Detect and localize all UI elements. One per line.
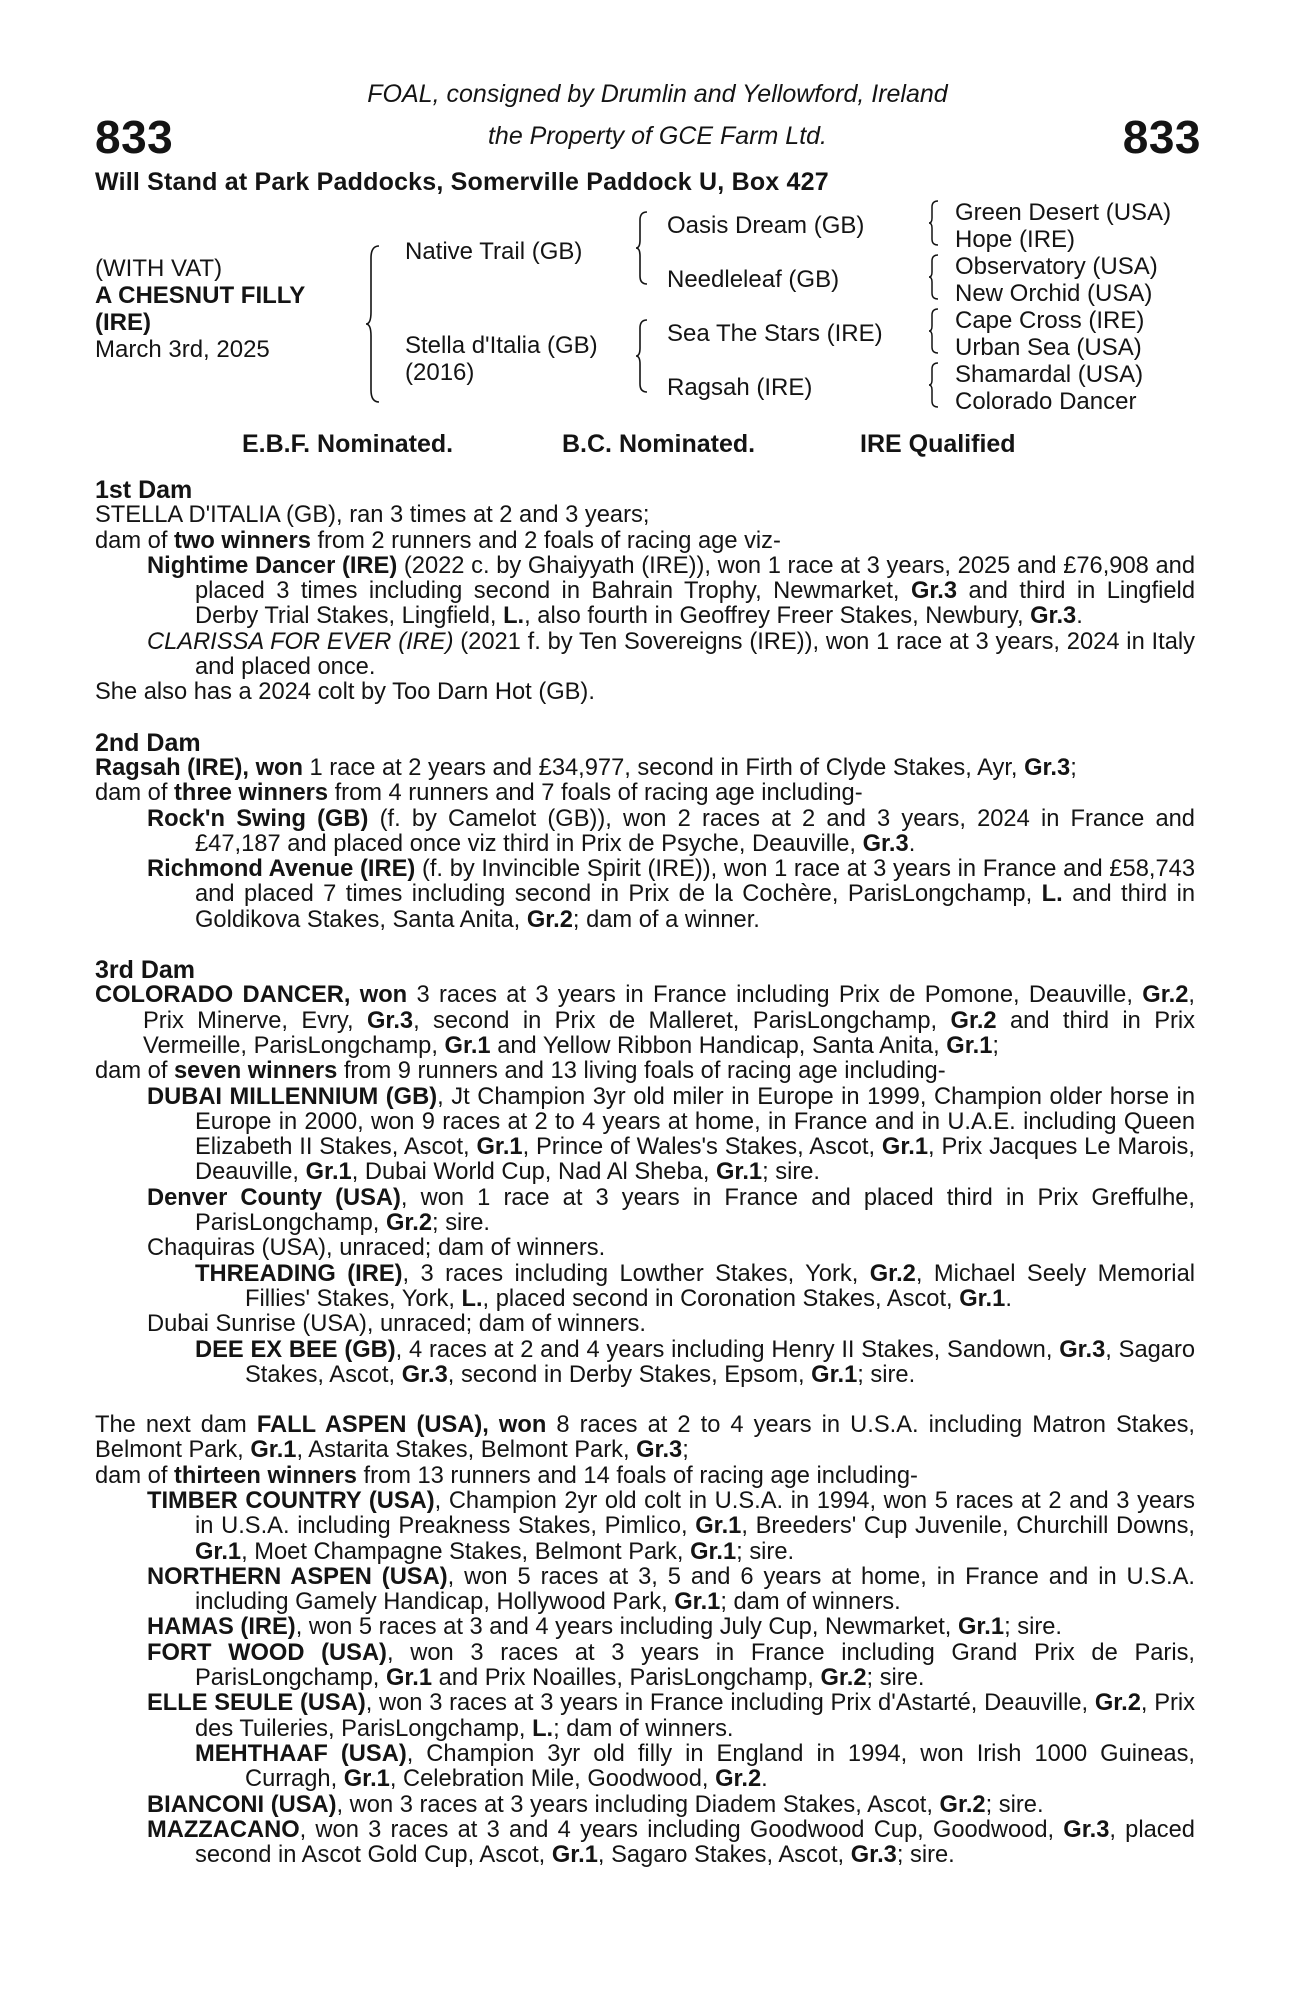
third-dam-offspring-1: DUBAI MILLENNIUM (GB), Jt Champion 3yr old miler in Europe in 1999, Champion older horse in Europe in 2000, won 9 races at 2 to 4 years at home, in France and in U.A.E. including Queen Elizabeth II Stakes, Ascot, Gr.1, Prince of Wales's Stakes, Ascot, Gr.1, Prix Jacques Le Marois, Deauville, Gr.1, Dubai World Cup, Nad Al Sheba, Gr.1; sire. <box>147 1083 1195 1186</box>
first-dam-record: STELLA D'ITALIA (GB), ran 3 times at 2 and 3 years; <box>95 502 650 529</box>
second-dam-record: Ragsah (IRE), won 1 race at 2 years and £34,977, second in Firth of Clyde Stakes, Ayr, Gr.3; <box>95 754 1077 781</box>
pedigree-sss: Green Desert (USA) <box>955 199 1172 226</box>
third-dam-produce-summary: dam of seven winners from 9 runners and 13 living foals of racing age including- <box>95 1058 946 1085</box>
lot-number-left: 833 <box>95 111 174 163</box>
second-dam-produce-summary: dam of three winners from 4 runners and 7 foals of racing age including- <box>95 780 863 807</box>
pedigree-dam-year: (2016) <box>405 359 475 386</box>
second-dam-offspring-1: Rock'n Swing (GB) (f. by Camelot (GB)), won 2 races at 2 and 3 years, 2024 in France and £47,187 and placed once viz third in Prix de Psyche, Deauville, Gr.3. <box>147 805 1195 857</box>
lot-title-origin: (IRE) <box>95 309 151 336</box>
next-dam-offspring-2: NORTHERN ASPEN (USA), won 5 races at 3, 5 and 6 years at home, in France and in U.S.A. including Gamely Handicap, Hollywood Park, Gr.1; dam of winners. <box>147 1563 1195 1616</box>
third-dam-grand-offspring-4a: DEE EX BEE (GB), 4 races at 2 and 4 years including Henry II Stakes, Sandown, Gr.3, Sagaro Stakes, Ascot, Gr.3, second in Derby Stakes, Epsom, Gr.1; sire. <box>195 1336 1196 1388</box>
lot-number-right: 833 <box>1122 111 1201 163</box>
vat-label: (WITH VAT) <box>95 255 223 282</box>
bc-nominated: B.C. Nominated. <box>562 430 756 458</box>
pedigree-dam-dam: Ragsah (IRE) <box>667 374 813 401</box>
next-dam-offspring-5: ELLE SEULE (USA), won 3 races at 3 years in France including Prix d'Astarté, Deauville, Gr.2, Prix des Tuileries, ParisLongchamp, L.; dam of winners. <box>147 1690 1195 1742</box>
first-dam-heading: 1st Dam <box>95 476 193 504</box>
pedigree-brace-main <box>365 244 381 404</box>
first-dam-produce-summary: dam of two winners from 2 runners and 2 foals of racing age viz- <box>95 527 781 554</box>
second-dam-heading: 2nd Dam <box>95 728 201 757</box>
next-dam-offspring-3: HAMAS (IRE), won 5 races at 3 and 4 years including July Cup, Newmarket, Gr.1; sire. <box>147 1614 1062 1641</box>
ebf-nominated: E.B.F. Nominated. <box>242 430 454 458</box>
next-dam-offspring-6: BIANCONI (USA), won 3 races at 3 years including Diadem Stakes, Ascot, Gr.2; sire. <box>147 1791 1044 1818</box>
pedigree-brace-3a <box>928 199 940 247</box>
pedigree-dds: Shamardal (USA) <box>955 361 1144 388</box>
pedigree-dam: Stella d'Italia (GB) <box>405 332 598 359</box>
consignor-line: FOAL, consigned by Drumlin and Yellowford, Ireland <box>367 80 948 108</box>
third-dam-record: COLORADO DANCER, won 3 races at 3 years in France including Prix de Pomone, Deauville, Gr.2, Prix Minerve, Evry, Gr.3, second in Prix de Malleret, ParisLongchamp, Gr.2 and third in Prix Vermeille, ParisLongchamp, Gr.1 and Yellow Ribbon Handicap, Santa Anita, Gr.1; <box>95 982 1195 1059</box>
pedigree-brace-3c <box>928 307 940 355</box>
pedigree-dsd: Urban Sea (USA) <box>955 334 1142 361</box>
pedigree-brace-3b <box>928 253 940 301</box>
pedigree-sire-sire: Oasis Dream (GB) <box>667 212 865 239</box>
first-dam-offspring-1: Nightime Dancer (IRE) (2022 c. by Ghaiyyath (IRE)), won 1 race at 3 years, 2025 and £76,908 and placed 3 times including second in Bahrain Trophy, Newmarket, Gr.3 and third in Lingfield Derby Trial Stakes, Lingfield, L., also fourth in Geoffrey Freer Stakes, Newbury, Gr.3. <box>147 552 1195 630</box>
pedigree-ddd: Colorado Dancer <box>955 388 1137 415</box>
pedigree-sdd: New Orchid (USA) <box>955 280 1153 307</box>
second-dam-offspring-2: Richmond Avenue (IRE) (f. by Invincible Spirit (IRE)), won 1 race at 3 years in France and £58,743 and placed 7 times including second in Prix de la Cochère, ParisLongchamp, L. and third in Goldikova Stakes, Santa Anita, Gr.2; dam of a winner. <box>147 856 1195 933</box>
next-dam-offspring-4: FORT WOOD (USA), won 3 races at 3 years in France including Grand Prix de Paris, ParisLongchamp, Gr.1 and Prix Noailles, ParisLongchamp, Gr.2; sire. <box>147 1639 1196 1692</box>
next-dam-grand-offspring-5a: MEHTHAAF (USA), Champion 3yr old filly in England in 1994, won Irish 1000 Guineas, Curragh, Gr.1, Celebration Mile, Goodwood, Gr.2. <box>195 1740 1195 1793</box>
third-dam-heading: 3rd Dam <box>95 956 196 985</box>
next-dam-offspring-7: MAZZACANO, won 3 races at 3 and 4 years including Goodwood Cup, Goodwood, Gr.3, placed second in Ascot Gold Cup, Ascot, Gr.1, Sagaro Stakes, Ascot, Gr.3; sire. <box>147 1816 1195 1869</box>
first-dam-offspring-2: CLARISSA FOR EVER (IRE) (2021 f. by Ten Sovereigns (IRE)), won 1 race at 3 years, 2024 in Italy and placed once. <box>147 628 1195 681</box>
next-dam-produce-summary: dam of thirteen winners from 13 runners and 14 foals of racing age including- <box>95 1462 918 1489</box>
lot-title: A CHESNUT FILLY <box>95 282 306 309</box>
pedigree-ssd: Hope (IRE) <box>955 226 1076 253</box>
pedigree-sds: Observatory (USA) <box>955 253 1158 280</box>
next-dam-record: The next dam FALL ASPEN (USA), won 8 races at 2 to 4 years in U.S.A. including Matron Stakes, Belmont Park, Gr.1, Astarita Stakes, Belmont Park, Gr.3; <box>95 1412 1195 1464</box>
date-of-birth: March 3rd, 2025 <box>95 336 270 363</box>
third-dam-offspring-4: Dubai Sunrise (USA), unraced; dam of winners. <box>147 1311 646 1338</box>
third-dam-offspring-3: Chaquiras (USA), unraced; dam of winners. <box>147 1235 606 1262</box>
pedigree-dam-sire: Sea The Stars (IRE) <box>667 320 883 347</box>
pedigree-sire: Native Trail (GB) <box>405 238 583 265</box>
pedigree-dss: Cape Cross (IRE) <box>955 307 1145 334</box>
pedigree-brace-sire <box>635 210 649 286</box>
third-dam-offspring-2: Denver County (USA), won 1 race at 3 years in France and placed third in Prix Greffulhe, ParisLongchamp, Gr.2; sire. <box>147 1184 1195 1237</box>
property-line: the Property of GCE Farm Ltd. <box>487 122 827 150</box>
next-dam-offspring-1: TIMBER COUNTRY (USA), Champion 2yr old colt in U.S.A. in 1994, won 5 races at 2 and 3 years in U.S.A. including Preakness Stakes, Pimlico, Gr.1, Breeders' Cup Juvenile, Churchill Downs, Gr.1, Moet Champagne Stakes, Belmont Park, Gr.1; sire. <box>147 1487 1195 1565</box>
ire-qualified: IRE Qualified <box>860 430 1016 458</box>
stand-location: Will Stand at Park Paddocks, Somerville Paddock U, Box 427 <box>95 168 829 196</box>
catalogue-body <box>95 478 1195 1868</box>
third-dam-grand-offspring-3a: THREADING (IRE), 3 races including Lowther Stakes, York, Gr.2, Michael Seely Memorial Fillies' Stakes, York, L., placed second in Coronation Stakes, Ascot, Gr.1. <box>195 1260 1196 1312</box>
pedigree-brace-3d <box>928 361 940 409</box>
first-dam-note: She also has a 2024 colt by Too Darn Hot (GB). <box>95 679 595 706</box>
pedigree-sire-dam: Needleleaf (GB) <box>667 266 840 293</box>
pedigree-brace-dam <box>635 318 649 394</box>
